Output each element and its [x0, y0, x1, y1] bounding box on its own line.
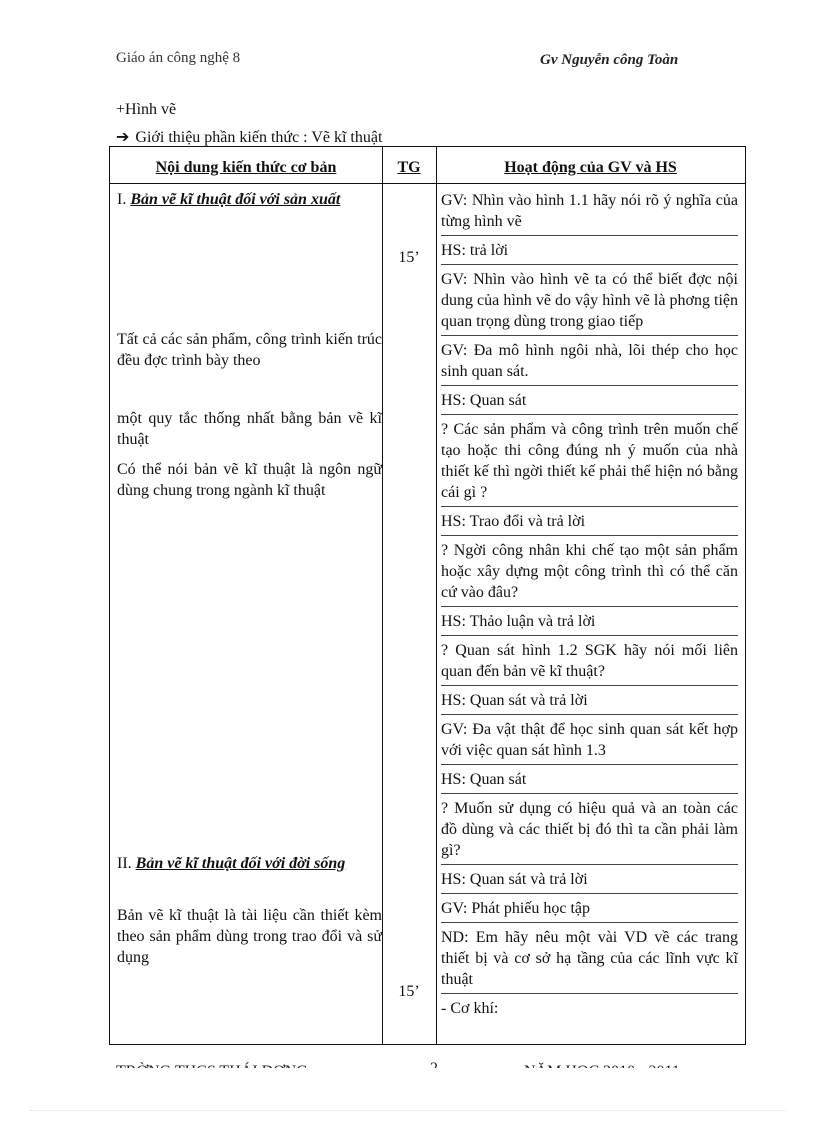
- page-cut-edge: [0, 1068, 816, 1080]
- column-divider: [382, 147, 383, 1044]
- content-paragraph: Có thể nói bản vẽ kĩ thuật là ngôn ngữ dùng chung trong ngành kĩ thuật: [117, 461, 382, 499]
- activity-row: HS: Quan sát: [441, 765, 738, 794]
- intro-line-topic: [116, 127, 382, 147]
- activity-row: HS: Quan sát: [441, 386, 738, 415]
- activity-row: HS: Trao đổi và trả lời: [441, 507, 738, 536]
- activity-row: GV: Phát phiếu học tập: [441, 894, 738, 923]
- section-1-title: Bản vẽ kĩ thuật đối với sản xuất: [130, 191, 341, 208]
- activity-row: HS: Quan sát và trả lời: [441, 865, 738, 894]
- activity-row: GV: Đa mô hình ngôi nhà, lõi thép cho học sinh quan sát.: [441, 336, 738, 386]
- arrow-right-icon: ➔: [116, 127, 130, 146]
- activity-row: ND: Em hãy nêu một vài VD về các trang thiết bị và cơ sở hạ tầng của các lĩnh vực kĩ thuật: [441, 923, 738, 994]
- page-bottom-border: [30, 1110, 786, 1111]
- column-divider: [436, 147, 437, 1044]
- section-1-heading: [117, 189, 382, 210]
- content-paragraph: một quy tắc thống nhất bằng bản vẽ kĩ thuật: [117, 410, 382, 448]
- activity-row: ? Các sản phẩm và công trình trên muốn chế tạo hoặc thi công đúng nh ý muốn của nhà thiết kế thì ngời thiết kế phải thể hiện nó bằng cái gì ?: [441, 415, 738, 507]
- section-2-number: II.: [117, 855, 132, 872]
- activity-row: ? Muốn sử dụng có hiệu quả và an toàn các đồ dùng và các thiết bị đó thì ta cần phải làm gì?: [441, 794, 738, 865]
- content-paragraph: Tất cả các sản phẩm, công trình kiến trúc đều đợc trình bày theo: [117, 331, 382, 369]
- time-value: 15’: [398, 249, 420, 266]
- activities-column: [441, 186, 738, 1022]
- activity-row: GV: Đa vật thật để học sinh quan sát kết hợp với việc quan sát hình 1.3: [441, 715, 738, 765]
- intro-topic-text: Giới thiệu phần kiến thức : Vẽ kĩ thuật: [135, 129, 383, 146]
- header-activities: Hoạt động của GV và HS: [504, 159, 677, 176]
- activity-row: - Cơ khí:: [441, 1000, 499, 1017]
- activity-row: ? Ngời công nhân khi chế tạo một sản phẩm hoặc xây dựng một công trình thì có thể căn cứ vào đâu?: [441, 536, 738, 607]
- activity-row: HS: Thảo luận và trả lời: [441, 607, 738, 636]
- activity-row: GV: Nhìn vào hình 1.1 hãy nói rõ ý nghĩa của từng hình vẽ: [441, 186, 738, 236]
- intro-line-figure: +Hình vẽ: [116, 101, 177, 118]
- header-teacher: Gv Nguyễn công Toàn: [540, 52, 679, 68]
- lesson-table: [109, 146, 746, 1045]
- activity-row: HS: Quan sát và trả lời: [441, 686, 738, 715]
- header-content: Nội dung kiến thức cơ bản: [155, 159, 337, 176]
- header-row-divider: [110, 183, 745, 184]
- activity-row: HS: trả lời: [441, 236, 738, 265]
- activity-row: ? Quan sát hình 1.2 SGK hãy nói mối liên quan đến bản vẽ kĩ thuật?: [441, 636, 738, 686]
- header-subject: Giáo án công nghệ 8: [116, 50, 241, 66]
- section-1-number: I.: [117, 191, 127, 208]
- section-2-heading: [117, 853, 382, 874]
- header-time: TG: [397, 159, 421, 176]
- time-value: 15’: [398, 983, 420, 1000]
- content-paragraph: Bản vẽ kĩ thuật là tài liệu cần thiết kèm theo sản phẩm dùng trong trao đổi và sử dụng: [117, 907, 382, 966]
- activity-row: GV: Nhìn vào hình vẽ ta có thể biết đợc nội dung của hình vẽ do vậy hình vẽ là phơng tiện quan trọng dùng trong giao tiếp: [441, 265, 738, 336]
- section-2-title: Bản vẽ kĩ thuật đối với đời sống: [135, 855, 346, 872]
